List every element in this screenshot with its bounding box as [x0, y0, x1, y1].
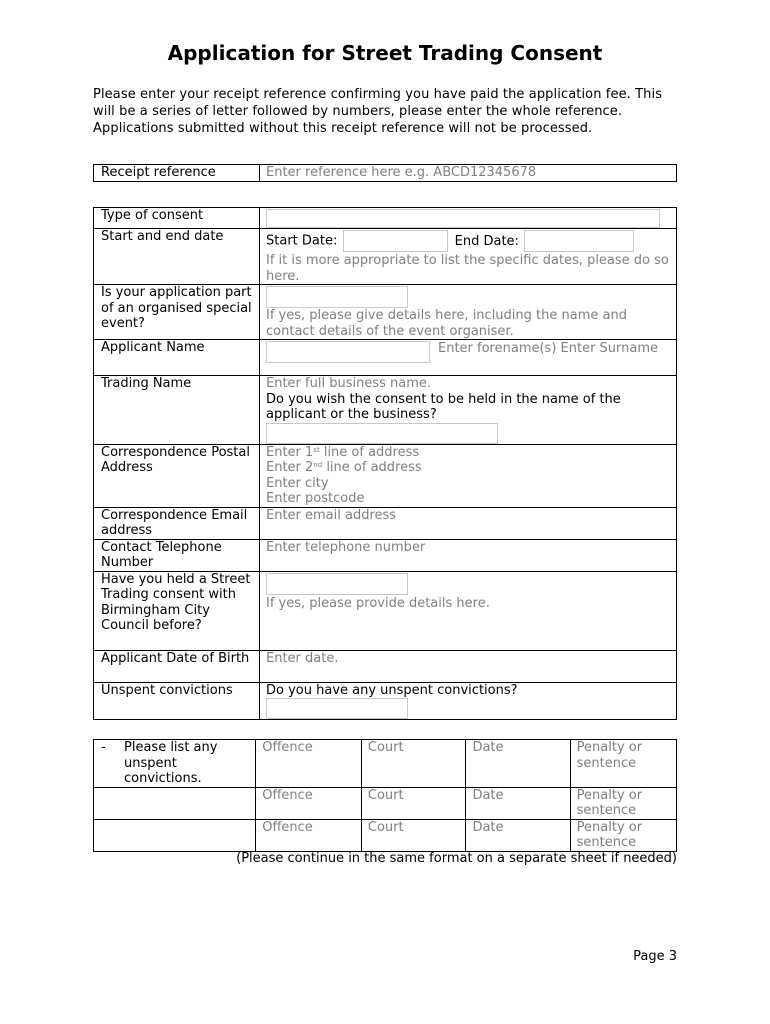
- intro-text: Please enter your receipt reference confirming you have paid the application fee. This will be a series of letter followed by numbers, please enter the whole reference. Applications submitted without this receipt reference will not be processed.: [93, 87, 663, 136]
- penalty-input-3[interactable]: Penalty or sentence: [570, 819, 676, 851]
- convictions-label: Unspent convictions: [94, 682, 260, 720]
- dob-label: Applicant Date of Birth: [94, 650, 260, 682]
- offence-input-3[interactable]: Offence: [256, 819, 362, 851]
- receipt-label: Receipt reference: [94, 165, 260, 182]
- date-input-3[interactable]: Date: [466, 819, 570, 851]
- convictions-table: [93, 739, 677, 852]
- dates-hint[interactable]: If it is more appropriate to list the specific dates, please do so here.: [266, 253, 669, 284]
- convictions-question: Do you have any unspent convictions?: [266, 682, 518, 698]
- penalty-input-1[interactable]: Penalty or sentence: [570, 740, 676, 788]
- city-input[interactable]: Enter city: [266, 475, 329, 491]
- dob-input[interactable]: Enter date.: [260, 650, 677, 682]
- trading-name-label: Trading Name: [94, 376, 260, 445]
- penalty-input-2[interactable]: Penalty or sentence: [570, 787, 676, 819]
- end-date-label: End Date:: [454, 233, 519, 249]
- court-input-1[interactable]: Court: [361, 740, 466, 788]
- offence-input-2[interactable]: Offence: [256, 787, 362, 819]
- title-dropdown[interactable]: [266, 341, 430, 363]
- event-label: Is your application part of an organised special event?: [94, 285, 260, 340]
- event-hint[interactable]: If yes, please give details here, including the name and contact details of the event organiser.: [266, 308, 627, 339]
- offence-input-1[interactable]: Offence: [256, 740, 362, 788]
- email-input[interactable]: Enter email address: [260, 507, 677, 539]
- dates-label: Start and end date: [94, 229, 260, 285]
- convictions-dropdown[interactable]: [266, 698, 408, 719]
- receipt-input[interactable]: Enter reference here e.g. ABCD12345678: [260, 165, 677, 182]
- phone-input[interactable]: Enter telephone number: [260, 539, 677, 571]
- application-table: [93, 207, 677, 720]
- applicant-name-hint[interactable]: Enter forename(s) Enter Surname: [438, 341, 659, 356]
- convictions-list-label: - Please list any unspent convictions.: [94, 740, 256, 788]
- court-input-2[interactable]: Court: [361, 787, 466, 819]
- end-date-input[interactable]: [524, 230, 634, 252]
- previous-consent-dropdown[interactable]: [266, 573, 408, 595]
- event-dropdown[interactable]: [266, 286, 408, 308]
- applicant-name-label: Applicant Name: [94, 340, 260, 376]
- start-date-input[interactable]: [343, 230, 448, 252]
- start-date-label: Start Date:: [266, 233, 338, 249]
- postal-address-label: Correspondence Postal Address: [94, 444, 260, 507]
- postcode-input[interactable]: Enter postcode: [266, 491, 365, 506]
- phone-label: Contact Telephone Number: [94, 539, 260, 571]
- page-title: Application for Street Trading Consent: [167, 41, 603, 65]
- address-line2-input[interactable]: Enter 2nd line of address: [266, 460, 422, 475]
- receipt-table: [93, 164, 677, 182]
- email-label: Correspondence Email address: [94, 507, 260, 539]
- type-of-consent-label: Type of consent: [94, 208, 260, 229]
- date-input-1[interactable]: Date: [466, 740, 570, 788]
- address-line1-input[interactable]: Enter 1st line of address: [266, 444, 420, 460]
- continue-note: (Please continue in the same format on a separate sheet if needed): [236, 851, 677, 866]
- page-number: Page 3: [633, 949, 677, 964]
- trading-name-question: Do you wish the consent to be held in the name of the applicant or the business?: [266, 391, 621, 422]
- date-input-2[interactable]: Date: [466, 787, 570, 819]
- trading-name-hint[interactable]: Enter full business name.: [266, 376, 431, 391]
- previous-consent-label: Have you held a Street Trading consent with Birmingham City Council before?: [94, 571, 260, 650]
- court-input-3[interactable]: Court: [361, 819, 466, 851]
- consent-holder-dropdown[interactable]: [266, 423, 498, 444]
- previous-consent-hint[interactable]: If yes, please provide details here.: [266, 595, 490, 611]
- type-of-consent-dropdown[interactable]: [266, 209, 660, 228]
